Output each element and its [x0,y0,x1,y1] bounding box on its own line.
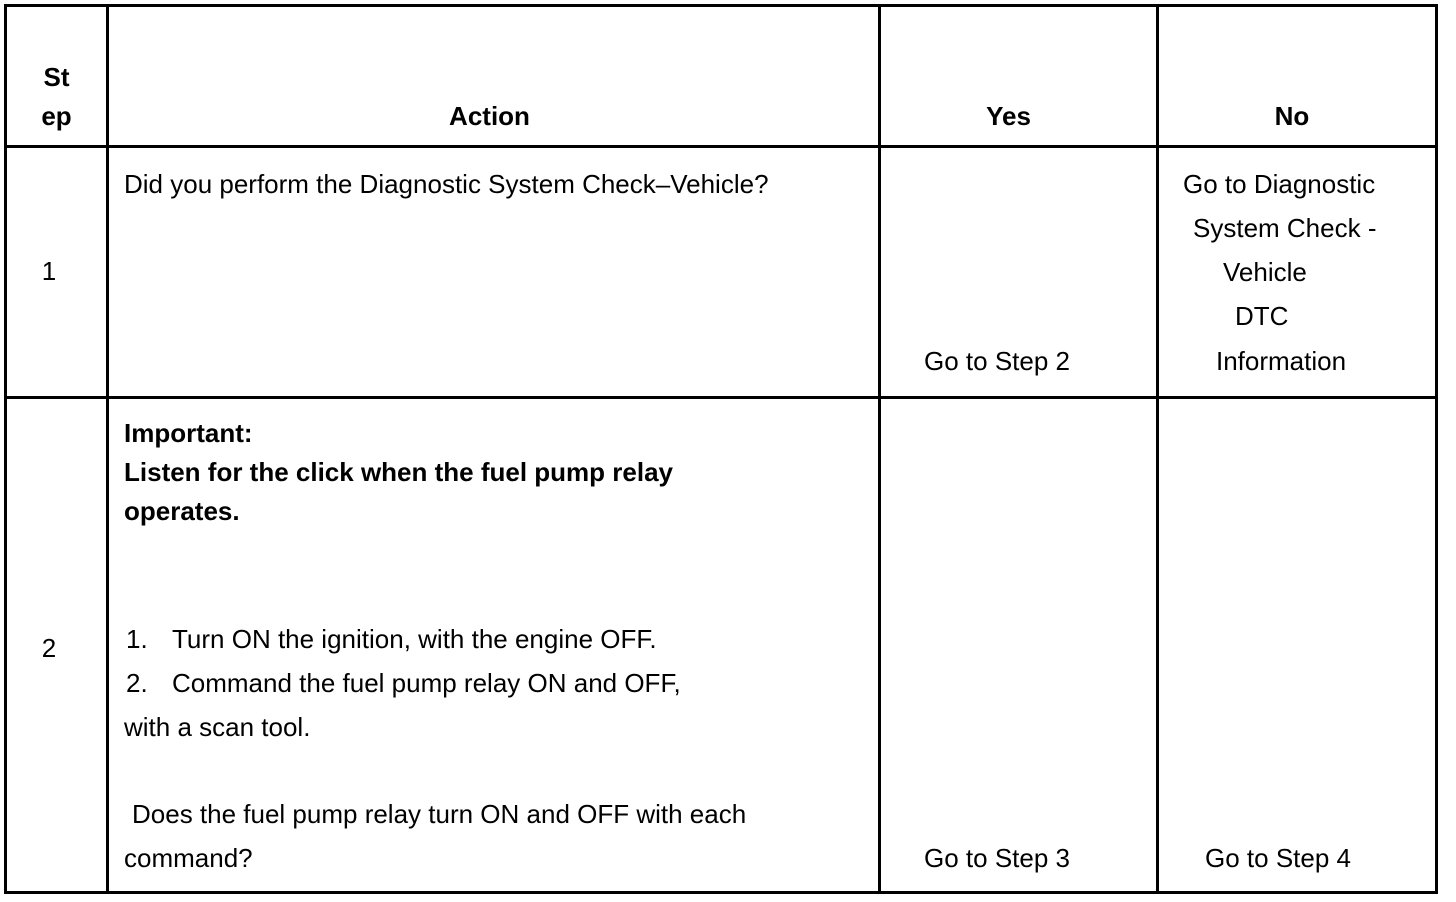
header-action: Action [449,101,530,131]
row2-step: 2 [41,633,57,663]
diagnostic-table [4,4,1438,894]
table-border-bottom [4,891,1438,894]
header-divider [4,145,1438,148]
row-divider [4,396,1438,399]
header-no: No [1274,101,1310,131]
row2-yes: Go to Step 3 [924,843,1070,873]
row1-no-line5: Information [1216,346,1347,376]
row1-step: 1 [41,256,57,286]
table-border-left [4,4,7,894]
row2-item1-text: Turn ON the ignition, with the engine OFF. [172,624,657,654]
header-step-line2: ep [41,101,72,131]
row2-important-line2: operates. [124,496,240,526]
row1-no-line3: Vehicle [1223,257,1307,287]
row1-action: Did you perform the Diagnostic System Check–Vehicle? [124,169,769,199]
row2-important-label: Important: [124,418,253,448]
row1-yes: Go to Step 2 [924,346,1070,376]
row2-item1-number: 1. [126,624,148,654]
row1-no-line4: DTC [1235,301,1289,331]
row2-item2-text: Command the fuel pump relay ON and OFF, [172,668,681,698]
row2-item2-number: 2. [126,668,148,698]
row2-item2-continued: with a scan tool. [124,712,311,742]
row2-question-line1: Does the fuel pump relay turn ON and OFF with each [132,799,747,829]
row2-no: Go to Step 4 [1205,843,1351,873]
header-step-line1: St [43,62,70,92]
column-divider-step [106,4,109,894]
row2-question-line2: command? [124,843,253,873]
header-yes: Yes [986,101,1031,131]
row1-no-line2: System Check - [1193,213,1377,243]
row1-no-line1: Go to Diagnostic [1183,169,1376,199]
row2-important-line1: Listen for the click when the fuel pump relay [124,457,673,487]
column-divider-action [878,4,881,894]
table-border-top [4,4,1438,7]
table-border-right [1435,4,1438,894]
column-divider-yes [1156,4,1159,894]
